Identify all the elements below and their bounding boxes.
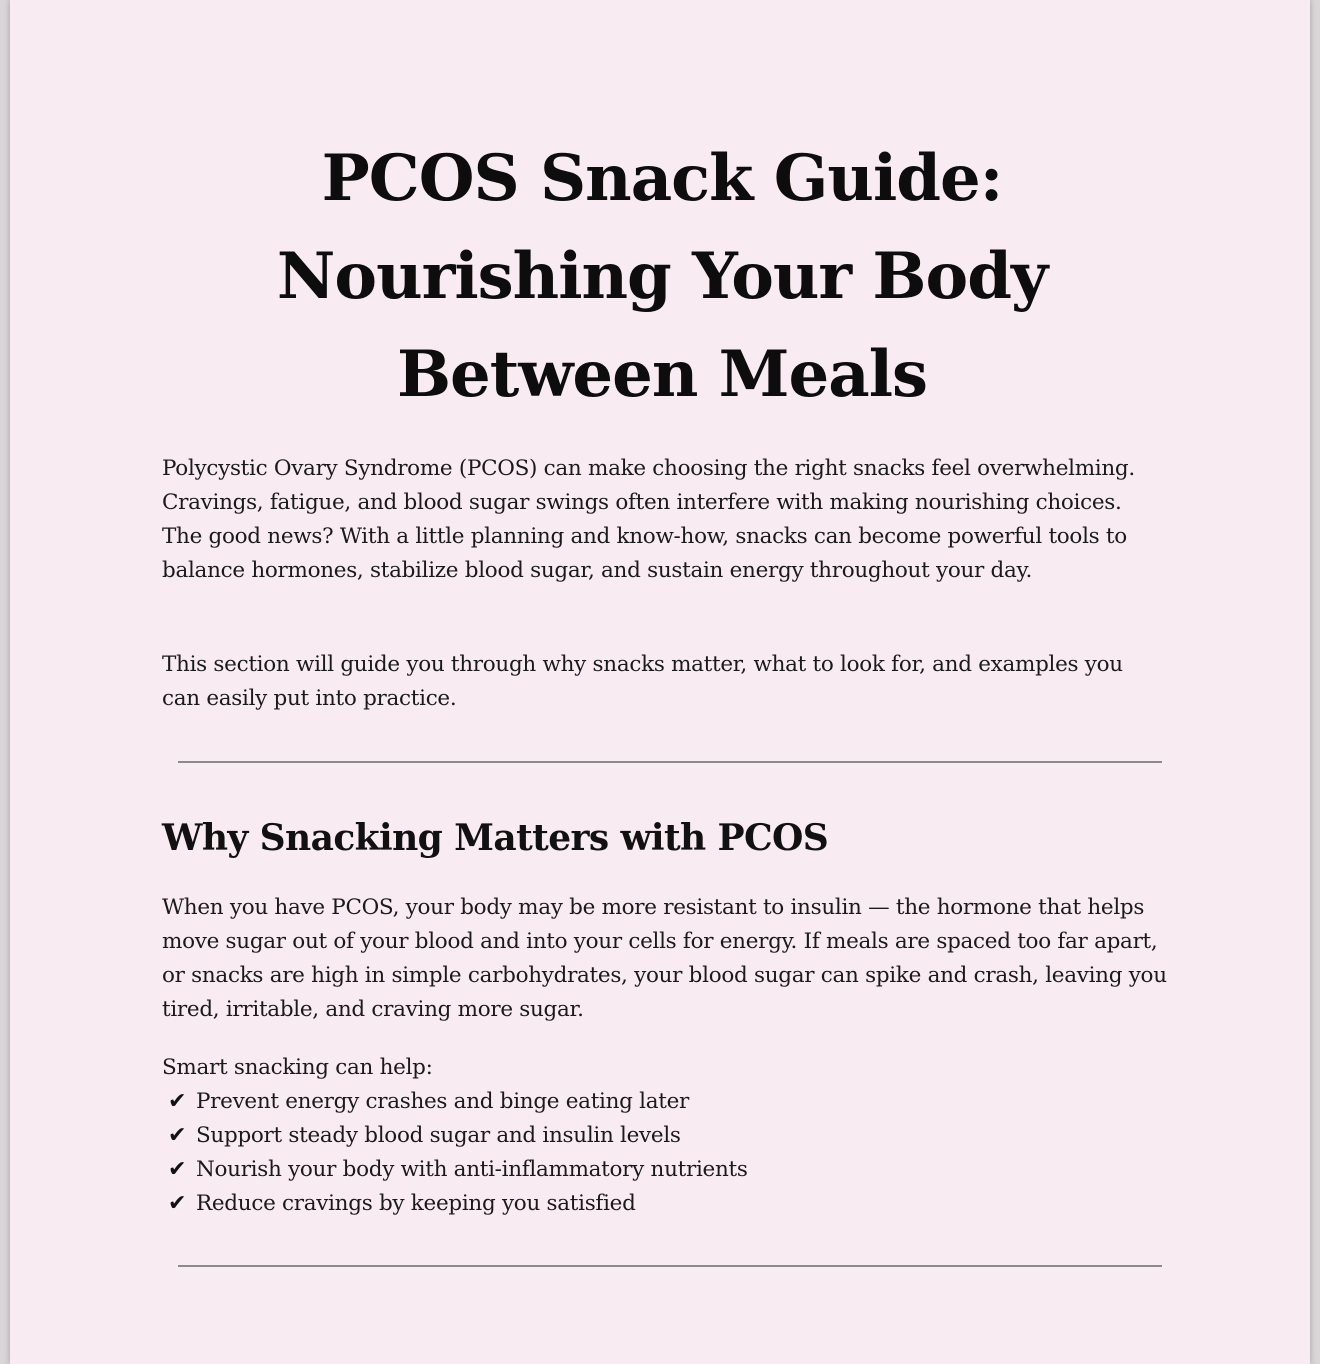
- check-icon: ✔: [168, 1191, 187, 1216]
- list-item-text: Nourish your body with anti-inflammatory nutrients: [196, 1157, 748, 1182]
- list-item: [162, 1153, 1162, 1187]
- intro-paragraph: Polycystic Ovary Syndrome (PCOS) can make choosing the right snacks feel overwhelming. Cravings, fatigue, and blood sugar swings often interfere with making nourishing choices. The good news? With a little planning and know-how, snacks can become powerful tools to balance hormones, stabilize blood sugar, and sustain energy throughout your day.: [162, 456, 1135, 583]
- check-icon: ✔: [168, 1089, 187, 1114]
- list-item-text: Support steady blood sugar and insulin levels: [196, 1123, 681, 1148]
- section-heading: Why Snacking Matters with PCOS: [162, 817, 829, 859]
- benefits-block: [162, 1051, 1162, 1221]
- list-item-text: Prevent energy crashes and binge eating later: [196, 1089, 689, 1114]
- check-icon: ✔: [168, 1157, 187, 1182]
- document-page: [10, 0, 1310, 1364]
- page-title: PCOS Snack Guide: Nourishing Your Body Between Meals: [276, 141, 1048, 412]
- section-divider: [178, 761, 1162, 763]
- list-item: [162, 1187, 1162, 1221]
- list-item: [162, 1119, 1162, 1153]
- list-item: [162, 1085, 1162, 1119]
- check-icon: ✔: [168, 1123, 187, 1148]
- list-item-text: Reduce cravings by keeping you satisfied: [196, 1191, 636, 1216]
- benefits-list: [162, 1085, 1162, 1221]
- benefits-intro: Smart snacking can help:: [162, 1055, 433, 1080]
- section-paragraph: When you have PCOS, your body may be more resistant to insulin — the hormone that helps move sugar out of your blood and into your cells for energy. If meals are spaced too far apart, or snacks are high in simple carbohydrates, your blood sugar can spike and crash, leaving you tired, irritable, and craving more sugar.: [162, 895, 1167, 1022]
- guide-paragraph: This section will guide you through why snacks matter, what to look for, and examples you can easily put into practice.: [162, 652, 1123, 711]
- section-divider: [178, 1265, 1162, 1267]
